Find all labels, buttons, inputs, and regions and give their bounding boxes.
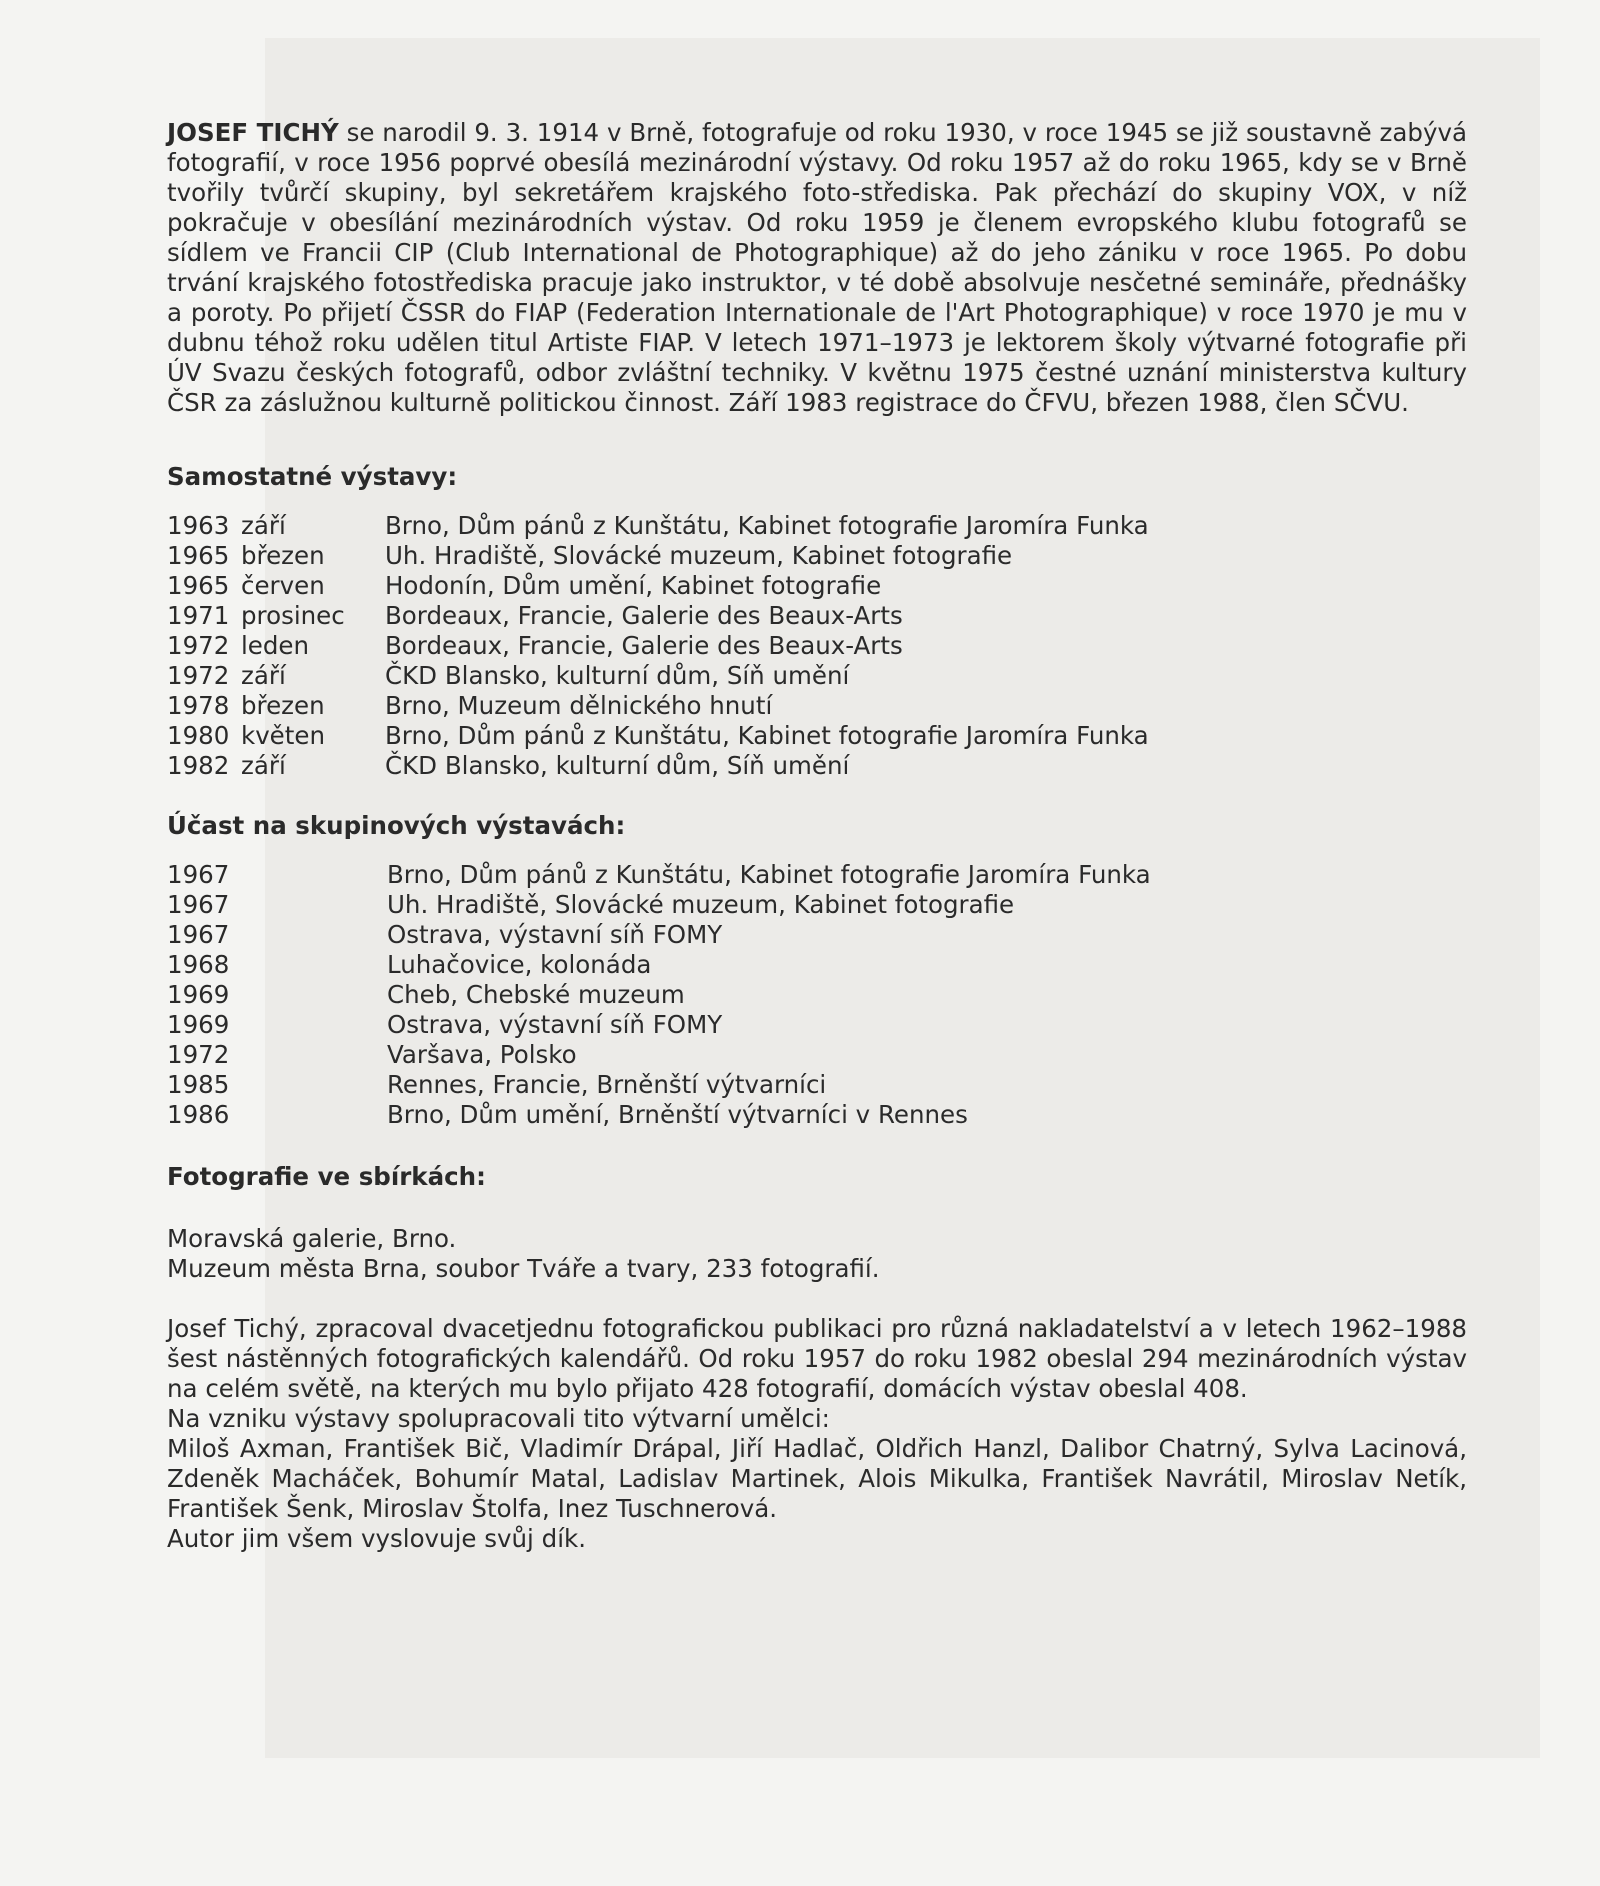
exhibition-year: 1967 (167, 890, 230, 919)
exhibition-place: Brno, Dům pánů z Kunštátu, Kabinet fotografie Jaromíra Funka (385, 721, 1149, 750)
group-exhibition-row (167, 890, 1467, 920)
collaborators-list: Miloš Axman, František Bič, Vladimír Drápal, Jiří Hadlač, Oldřich Hanzl, Dalibor Chatrný, Sylva Lacinová, Zdeněk Macháček, Bohumír Matal, Ladislav Martinek, Alois Mikulka, František Navrátil, Miroslav Netík, František Šenk, Miroslav Štolfa, Inez Tuschnerová. (167, 1434, 1467, 1523)
exhibition-year: 1971 (167, 601, 230, 630)
solo-exhibition-row (167, 631, 1467, 661)
exhibition-place: Luhačovice, kolonáda (387, 950, 652, 979)
biography-paragraph (167, 118, 1467, 418)
exhibition-place: Rennes, Francie, Brněnští výtvarníci (387, 1070, 827, 1099)
publications-text: Josef Tichý, zpracoval dvacetjednu fotografickou publikaci pro různá nakladatelství a v letech 1962–1988 šest nástěnných fotografických kalendářů. Od roku 1957 do roku 1982 obeslal 294 mezinárodních výstav na celém světě, na kterých mu bylo přijato 428 fotografií, domácích výstav obeslal 408. (167, 1314, 1467, 1403)
exhibition-month: červen (241, 571, 325, 600)
exhibition-year: 1968 (167, 950, 230, 979)
biography-text: se narodil 9. 3. 1914 v Brně, fotografuje od roku 1930, v roce 1945 se již soustavně zabývá fotografií, v roce 1956 poprvé obesílá mezinárodní výstavy. Od roku 1957 až do roku 1965, kdy se v Brně tvořily tvůrčí skupiny, byl sekretářem krajského foto-střediska. Pak přechází do skupiny VOX, v níž pokračuje v obesílání mezinárodních výstav. Od roku 1959 je členem evropského klubu fotografů se sídlem ve Francii CIP (Club International de Photographique) až do jeho zániku v roce 1965. Po dobu trvání krajského fotostřediska pracuje jako instruktor, v té době absolvuje nesčetné semináře, přednášky a poroty. Po přijetí ČSSR do FIAP (Federation Internationale de l'Art Photographique) v roce 1970 je mu v dubnu téhož roku udělen titul Artiste FIAP. V letech 1971–1973 je lektorem školy výtvarné fotografie při ÚV Svazu českých fotografů, odbor zvláštní techniky. V květnu 1975 čestné uznání ministerstva kultury ČSR za záslužnou kulturně politickou činnost. Září 1983 registrace do ČFVU, březen 1988, člen SČVU. (167, 118, 1467, 417)
exhibition-month: prosinec (241, 601, 345, 630)
exhibition-place: Cheb, Chebské muzeum (387, 980, 685, 1009)
collaborators-intro: Na vzniku výstavy spolupracovali tito výtvarní umělci: (167, 1404, 830, 1433)
exhibition-month: květen (241, 721, 325, 750)
solo-exhibition-row (167, 511, 1467, 541)
exhibition-place: Ostrava, výstavní síň FOMY (387, 920, 723, 949)
exhibition-year: 1969 (167, 1010, 230, 1039)
thanks-text: Autor jim všem vyslovuje svůj dík. (167, 1524, 586, 1553)
exhibition-year: 1986 (167, 1100, 230, 1129)
exhibition-year: 1980 (167, 721, 230, 750)
collections-list (167, 1224, 1467, 1284)
group-exhibition-row (167, 1040, 1467, 1070)
author-name: JOSEF TICHÝ (167, 118, 339, 147)
exhibition-month: září (241, 661, 286, 690)
exhibition-place: Hodonín, Dům umění, Kabinet fotografie (385, 571, 882, 600)
group-exhibition-row (167, 1100, 1467, 1130)
exhibition-place: Bordeaux, Francie, Galerie des Beaux-Arts (385, 601, 903, 630)
exhibition-year: 1969 (167, 980, 230, 1009)
solo-exhibitions-heading: Samostatné výstavy: (167, 462, 458, 491)
group-exhibition-row (167, 1010, 1467, 1040)
solo-exhibition-row (167, 541, 1467, 571)
group-exhibitions-heading: Účast na skupinových výstavách: (167, 811, 626, 840)
group-exhibitions-list (167, 860, 1467, 1130)
exhibition-place: Brno, Dům pánů z Kunštátu, Kabinet fotografie Jaromíra Funka (387, 860, 1151, 889)
group-exhibition-row (167, 980, 1467, 1010)
solo-exhibition-row (167, 661, 1467, 691)
collection-item: Moravská galerie, Brno. (167, 1224, 457, 1253)
solo-exhibition-row (167, 691, 1467, 721)
collections-heading: Fotografie ve sbírkách: (167, 1162, 486, 1191)
exhibition-month: září (241, 511, 286, 540)
exhibition-place: Brno, Dům pánů z Kunštátu, Kabinet fotografie Jaromíra Funka (385, 511, 1149, 540)
closing-paragraph (167, 1314, 1467, 1554)
exhibition-place: Uh. Hradiště, Slovácké muzeum, Kabinet fotografie (387, 890, 1015, 919)
exhibition-place: Varšava, Polsko (387, 1040, 577, 1069)
exhibition-place: Uh. Hradiště, Slovácké muzeum, Kabinet fotografie (385, 541, 1013, 570)
collection-item: Muzeum města Brna, soubor Tváře a tvary, 233 fotografií. (167, 1254, 880, 1283)
exhibition-year: 1967 (167, 920, 230, 949)
group-exhibition-row (167, 920, 1467, 950)
solo-exhibition-row (167, 601, 1467, 631)
exhibition-year: 1963 (167, 511, 230, 540)
exhibition-place: Bordeaux, Francie, Galerie des Beaux-Arts (385, 631, 903, 660)
exhibition-year: 1965 (167, 571, 230, 600)
exhibition-year: 1972 (167, 1040, 230, 1069)
exhibition-place: ČKD Blansko, kulturní dům, Síň umění (385, 751, 850, 780)
solo-exhibition-row (167, 721, 1467, 751)
group-exhibition-row (167, 1070, 1467, 1100)
exhibition-year: 1965 (167, 541, 230, 570)
group-exhibition-row (167, 860, 1467, 890)
exhibition-year: 1972 (167, 661, 230, 690)
exhibition-year: 1985 (167, 1070, 230, 1099)
exhibition-year: 1972 (167, 631, 230, 660)
solo-exhibition-row (167, 751, 1467, 781)
exhibition-place: Brno, Muzeum dělnického hnutí (385, 691, 773, 720)
exhibition-month: březen (241, 691, 325, 720)
exhibition-place: Brno, Dům umění, Brněnští výtvarníci v Rennes (387, 1100, 968, 1129)
exhibition-month: leden (241, 631, 310, 660)
document-body (167, 118, 1467, 1554)
exhibition-year: 1978 (167, 691, 230, 720)
exhibition-year: 1967 (167, 860, 230, 889)
exhibition-month: září (241, 751, 286, 780)
exhibition-place: ČKD Blansko, kulturní dům, Síň umění (385, 661, 850, 690)
group-exhibition-row (167, 950, 1467, 980)
exhibition-month: březen (241, 541, 325, 570)
solo-exhibition-row (167, 571, 1467, 601)
solo-exhibitions-list (167, 511, 1467, 781)
exhibition-year: 1982 (167, 751, 230, 780)
exhibition-place: Ostrava, výstavní síň FOMY (387, 1010, 723, 1039)
